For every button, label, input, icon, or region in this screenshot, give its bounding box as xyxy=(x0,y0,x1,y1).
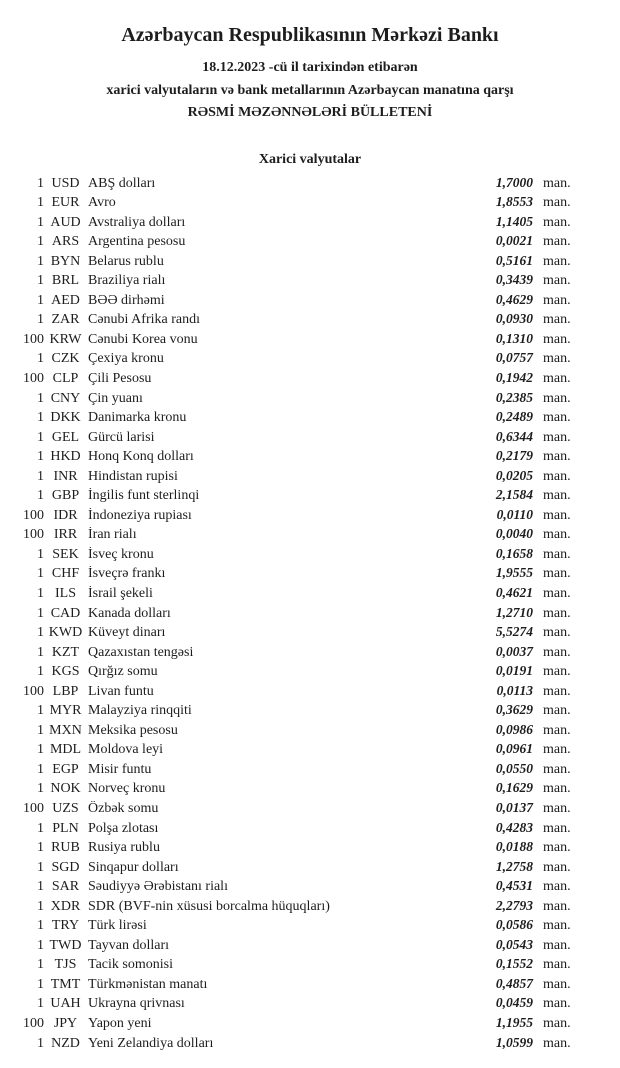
quantity-cell: 1 xyxy=(37,175,44,191)
rate-value-cell: 0,0188 xyxy=(495,839,533,855)
rate-row xyxy=(0,702,620,722)
currency-code-cell: AED xyxy=(51,292,80,308)
unit-label: man. xyxy=(543,195,571,211)
quantity-cell: 1 xyxy=(37,722,44,738)
unit-label: man. xyxy=(543,351,571,367)
rate-value-cell: 0,2179 xyxy=(495,448,533,464)
unit-label: man. xyxy=(543,664,571,680)
quantity-cell: 1 xyxy=(37,292,44,308)
currency-code-cell: KWD xyxy=(48,625,83,641)
currency-name-cell: Çin yuanı xyxy=(88,390,143,406)
currency-code-cell: BRL xyxy=(51,273,80,289)
rate-row xyxy=(0,917,620,937)
unit-label: man. xyxy=(543,507,571,523)
rate-row xyxy=(0,898,620,918)
quantity-cell: 1 xyxy=(37,840,44,856)
currency-code-cell: NOK xyxy=(50,781,81,797)
currency-code-cell: IRR xyxy=(53,527,78,543)
rate-row xyxy=(0,292,620,312)
rate-value-cell: 0,0459 xyxy=(495,995,533,1011)
rate-value-cell: 0,0110 xyxy=(496,506,533,522)
rate-row xyxy=(0,937,620,957)
rate-value-cell: 2,2793 xyxy=(495,897,533,913)
rate-row xyxy=(0,741,620,761)
rate-value-cell: 0,0550 xyxy=(495,760,533,776)
rate-row xyxy=(0,487,620,507)
rate-value-cell: 0,1552 xyxy=(495,956,533,972)
quantity-cell: 1 xyxy=(37,761,44,777)
rate-value-cell: 0,0205 xyxy=(495,467,533,483)
rate-row xyxy=(0,1035,620,1055)
section-title-foreign-currencies: Xarici valyutalar xyxy=(258,151,362,167)
quantity-cell: 1 xyxy=(37,957,44,973)
currency-name-cell: Türk lirəsi xyxy=(88,918,147,934)
rate-row xyxy=(0,429,620,449)
currency-code-cell: USD xyxy=(51,175,80,191)
currency-name-cell: Polşa zlotası xyxy=(88,820,159,836)
unit-label: man. xyxy=(543,585,571,601)
rate-row xyxy=(0,800,620,820)
rate-value-cell: 0,0113 xyxy=(496,682,533,698)
quantity-cell: 1 xyxy=(37,253,44,269)
rate-value-cell: 0,3629 xyxy=(495,702,533,718)
unit-label: man. xyxy=(543,527,571,543)
rate-value-cell: 0,5161 xyxy=(495,252,533,268)
currency-name-cell: Malayziya rinqqiti xyxy=(88,703,192,719)
unit-label: man. xyxy=(543,722,571,738)
rate-row xyxy=(0,878,620,898)
unit-label: man. xyxy=(543,214,571,230)
currency-name-cell: Gürcü larisi xyxy=(88,429,155,445)
currency-name-cell: Braziliya rialı xyxy=(88,273,166,289)
currency-code-cell: TRY xyxy=(51,918,80,934)
rate-row xyxy=(0,350,620,370)
unit-label: man. xyxy=(543,742,571,758)
quantity-cell: 1 xyxy=(37,1035,44,1051)
currency-code-cell: ILS xyxy=(55,585,76,601)
rate-row xyxy=(0,448,620,468)
quantity-cell: 1 xyxy=(37,351,44,367)
rate-value-cell: 1,2758 xyxy=(495,858,533,874)
effective-date-line: 18.12.2023 -cü il tarixindən etibarən xyxy=(202,60,418,75)
quantity-cell: 1 xyxy=(37,625,44,641)
currency-name-cell: Hindistan rupisi xyxy=(88,468,178,484)
rate-value-cell: 0,4621 xyxy=(495,584,533,600)
unit-label: man. xyxy=(543,683,571,699)
rate-value-cell: 0,6344 xyxy=(495,428,533,444)
rate-value-cell: 0,4531 xyxy=(495,878,533,894)
currency-name-cell: Küveyt dinarı xyxy=(88,625,166,641)
rate-value-cell: 0,0586 xyxy=(495,917,533,933)
quantity-cell: 1 xyxy=(37,859,44,875)
unit-label: man. xyxy=(543,820,571,836)
currency-name-cell: ABŞ dolları xyxy=(88,175,156,191)
currency-name-cell: Argentina pesosu xyxy=(88,234,186,250)
quantity-cell: 1 xyxy=(37,410,44,426)
rate-value-cell: 0,4629 xyxy=(495,291,533,307)
unit-label: man. xyxy=(543,996,571,1012)
rate-value-cell: 0,2385 xyxy=(495,389,533,405)
rate-row xyxy=(0,565,620,585)
currency-name-cell: Səudiyyə Ərəbistanı rialı xyxy=(88,879,228,895)
quantity-cell: 1 xyxy=(37,742,44,758)
unit-label: man. xyxy=(543,625,571,641)
quantity-cell: 1 xyxy=(37,703,44,719)
currency-code-cell: HKD xyxy=(50,449,81,465)
rate-value-cell: 1,1405 xyxy=(495,213,533,229)
currency-name-cell: İsrail şekeli xyxy=(88,585,153,601)
rate-row xyxy=(0,859,620,879)
quantity-cell: 100 xyxy=(23,527,44,543)
unit-label: man. xyxy=(543,840,571,856)
quantity-cell: 100 xyxy=(23,683,44,699)
rate-value-cell: 1,0599 xyxy=(495,1034,533,1050)
rate-value-cell: 0,1310 xyxy=(495,330,533,346)
quantity-cell: 1 xyxy=(37,937,44,953)
currency-name-cell: Cənubi Korea vonu xyxy=(88,331,198,347)
currency-code-cell: CNY xyxy=(50,390,81,406)
currency-name-cell: İsveç kronu xyxy=(88,546,154,562)
currency-name-cell: Rusiya rublu xyxy=(88,840,160,856)
unit-label: man. xyxy=(543,253,571,269)
unit-label: man. xyxy=(543,605,571,621)
currency-name-cell: Kanada dolları xyxy=(88,605,171,621)
rate-row xyxy=(0,956,620,976)
rate-value-cell: 0,3439 xyxy=(495,272,533,288)
unit-label: man. xyxy=(543,1035,571,1051)
quantity-cell: 100 xyxy=(23,507,44,523)
unit-label: man. xyxy=(543,644,571,660)
currency-name-cell: Qırğız somu xyxy=(88,664,158,680)
currency-code-cell: CAD xyxy=(50,605,81,621)
rate-row xyxy=(0,370,620,390)
rate-row xyxy=(0,311,620,331)
rate-value-cell: 0,0543 xyxy=(495,936,533,952)
quantity-cell: 1 xyxy=(37,449,44,465)
quantity-cell: 100 xyxy=(23,1016,44,1032)
quantity-cell: 1 xyxy=(37,566,44,582)
unit-label: man. xyxy=(543,918,571,934)
rate-row xyxy=(0,331,620,351)
quantity-cell: 1 xyxy=(37,468,44,484)
unit-label: man. xyxy=(543,879,571,895)
rate-value-cell: 0,0040 xyxy=(495,526,533,542)
currency-code-cell: GBP xyxy=(51,488,80,504)
currency-name-cell: İsveçrə frankı xyxy=(88,566,166,582)
unit-label: man. xyxy=(543,175,571,191)
currency-code-cell: NZD xyxy=(51,1035,80,1051)
quantity-cell: 1 xyxy=(37,664,44,680)
currency-code-cell: MXN xyxy=(49,722,82,738)
rate-row xyxy=(0,663,620,683)
quantity-cell: 1 xyxy=(37,898,44,914)
currency-code-cell: LBP xyxy=(52,683,79,699)
currency-code-cell: GEL xyxy=(51,429,80,445)
quantity-cell: 1 xyxy=(37,390,44,406)
rate-value-cell: 0,1942 xyxy=(495,369,533,385)
unit-label: man. xyxy=(543,761,571,777)
quantity-cell: 1 xyxy=(37,214,44,230)
quantity-cell: 1 xyxy=(37,879,44,895)
unit-label: man. xyxy=(543,488,571,504)
quantity-cell: 1 xyxy=(37,781,44,797)
rate-row xyxy=(0,409,620,429)
unit-label: man. xyxy=(543,937,571,953)
currency-code-cell: TMT xyxy=(50,976,81,992)
currency-code-cell: JPY xyxy=(53,1016,78,1032)
currency-code-cell: SAR xyxy=(51,879,80,895)
quantity-cell: 1 xyxy=(37,605,44,621)
rate-row xyxy=(0,526,620,546)
rate-row xyxy=(0,839,620,859)
rate-value-cell: 0,0191 xyxy=(495,663,533,679)
currency-name-cell: Danimarka kronu xyxy=(88,410,187,426)
unit-label: man. xyxy=(543,410,571,426)
currency-code-cell: SEK xyxy=(52,546,79,562)
subtitle-line: xarici valyutaların və bank metallarının Azərbaycan manatına qarşı xyxy=(106,82,514,98)
quantity-cell: 1 xyxy=(37,273,44,289)
quantity-cell: 1 xyxy=(37,195,44,211)
bank-title: Azərbaycan Respublikasının Mərkəzi Bankı xyxy=(121,24,499,46)
quantity-cell: 100 xyxy=(23,331,44,347)
rate-row xyxy=(0,722,620,742)
currency-code-cell: BYN xyxy=(50,253,81,269)
currency-code-cell: RUB xyxy=(51,840,80,856)
rate-value-cell: 1,7000 xyxy=(495,174,533,190)
rate-value-cell: 5,5274 xyxy=(495,624,533,640)
rate-row xyxy=(0,253,620,273)
currency-code-cell: CZK xyxy=(51,351,80,367)
currency-code-cell: INR xyxy=(53,468,78,484)
currency-code-cell: ARS xyxy=(51,234,80,250)
quantity-cell: 1 xyxy=(37,312,44,328)
currency-code-cell: KRW xyxy=(49,331,82,347)
quantity-cell: 1 xyxy=(37,918,44,934)
currency-code-cell: MDL xyxy=(49,742,82,758)
unit-label: man. xyxy=(543,566,571,582)
rate-row xyxy=(0,644,620,664)
rate-row xyxy=(0,233,620,253)
currency-code-cell: EGP xyxy=(52,761,79,777)
rate-value-cell: 0,0961 xyxy=(495,741,533,757)
rate-row xyxy=(0,624,620,644)
currency-name-cell: Norveç kronu xyxy=(88,781,166,797)
unit-label: man. xyxy=(543,859,571,875)
unit-label: man. xyxy=(543,468,571,484)
rate-row xyxy=(0,194,620,214)
rate-row xyxy=(0,214,620,234)
rates-table xyxy=(0,175,620,1055)
unit-label: man. xyxy=(543,957,571,973)
currency-name-cell: Çili Pesosu xyxy=(88,370,152,386)
rate-row xyxy=(0,507,620,527)
unit-label: man. xyxy=(543,331,571,347)
rate-value-cell: 1,9555 xyxy=(495,565,533,581)
rate-value-cell: 0,4283 xyxy=(495,819,533,835)
rate-row xyxy=(0,1015,620,1035)
rate-row xyxy=(0,820,620,840)
rate-value-cell: 0,1629 xyxy=(495,780,533,796)
currency-name-cell: Türkmənistan manatı xyxy=(88,976,208,992)
unit-label: man. xyxy=(543,312,571,328)
currency-name-cell: Avro xyxy=(88,195,116,211)
unit-label: man. xyxy=(543,429,571,445)
rate-value-cell: 0,2489 xyxy=(495,409,533,425)
unit-label: man. xyxy=(543,449,571,465)
rate-value-cell: 1,2710 xyxy=(495,604,533,620)
rate-value-cell: 0,0021 xyxy=(495,233,533,249)
unit-label: man. xyxy=(543,801,571,816)
quantity-cell: 1 xyxy=(37,488,44,504)
currency-name-cell: İndoneziya rupiası xyxy=(88,507,192,523)
currency-name-cell: Honq Konq dolları xyxy=(88,449,194,465)
currency-name-cell: Avstraliya dolları xyxy=(88,214,186,230)
unit-label: man. xyxy=(543,292,571,308)
currency-name-cell: İngilis funt sterlinqi xyxy=(88,488,200,504)
rate-value-cell: 0,4857 xyxy=(495,975,533,991)
unit-label: man. xyxy=(543,781,571,797)
unit-label: man. xyxy=(543,703,571,719)
currency-code-cell: DKK xyxy=(50,410,81,426)
currency-name-cell: Meksika pesosu xyxy=(88,722,178,738)
currency-code-cell: XDR xyxy=(50,898,81,914)
quantity-cell: 1 xyxy=(37,820,44,836)
rate-row xyxy=(0,761,620,781)
currency-name-cell: Sinqapur dolları xyxy=(88,859,179,875)
currency-code-cell: CHF xyxy=(51,566,80,582)
rate-row xyxy=(0,976,620,996)
quantity-cell: 1 xyxy=(37,976,44,992)
currency-name-cell: İran rialı xyxy=(88,527,137,543)
unit-label: man. xyxy=(543,976,571,992)
rate-value-cell: 2,1584 xyxy=(495,487,533,503)
currency-code-cell: TJS xyxy=(54,957,77,973)
currency-code-cell: TWD xyxy=(49,937,82,953)
currency-name-cell: Çexiya kronu xyxy=(88,351,164,367)
currency-code-cell: KZT xyxy=(51,644,80,660)
currency-code-cell: UAH xyxy=(50,996,81,1012)
quantity-cell: 1 xyxy=(37,429,44,445)
currency-name-cell: BƏƏ dirhəmi xyxy=(88,292,165,308)
currency-name-cell: Tayvan dolları xyxy=(88,937,170,953)
currency-code-cell: IDR xyxy=(53,507,78,523)
quantity-cell: 1 xyxy=(37,585,44,601)
rate-value-cell: 0,0986 xyxy=(495,721,533,737)
currency-code-cell: SGD xyxy=(51,859,80,875)
rate-value-cell: 0,0137 xyxy=(495,800,533,815)
rate-value-cell: 0,0037 xyxy=(495,643,533,659)
unit-label: man. xyxy=(543,546,571,562)
currency-code-cell: ZAR xyxy=(51,312,80,328)
quantity-cell: 100 xyxy=(23,370,44,386)
currency-code-cell: CLP xyxy=(52,370,79,386)
quantity-cell: 1 xyxy=(37,644,44,660)
rate-row xyxy=(0,683,620,703)
rate-value-cell: 0,0930 xyxy=(495,311,533,327)
currency-name-cell: Livan funtu xyxy=(88,683,154,699)
currency-code-cell: UZS xyxy=(52,801,79,816)
quantity-cell: 100 xyxy=(23,801,44,816)
bulletin-title-line: RƏSMİ MƏZƏNNƏLƏRİ BÜLLETENİ xyxy=(187,105,433,120)
currency-code-cell: MYR xyxy=(49,703,82,719)
currency-name-cell: Belarus rublu xyxy=(88,253,164,269)
rate-row xyxy=(0,605,620,625)
unit-label: man. xyxy=(543,273,571,289)
currency-name-cell: Qazaxıstan tengəsi xyxy=(88,644,194,660)
unit-label: man. xyxy=(543,390,571,406)
rate-row xyxy=(0,175,620,195)
rate-value-cell: 0,1658 xyxy=(495,545,533,561)
currency-name-cell: Moldova leyi xyxy=(88,742,164,758)
unit-label: man. xyxy=(543,370,571,386)
currency-name-cell: Cənubi Afrika randı xyxy=(88,312,200,328)
currency-code-cell: AUD xyxy=(50,214,81,230)
quantity-cell: 1 xyxy=(37,996,44,1012)
currency-name-cell: Yapon yeni xyxy=(88,1016,152,1032)
currency-name-cell: Özbək somu xyxy=(88,801,159,816)
unit-label: man. xyxy=(543,234,571,250)
rate-value-cell: 0,0757 xyxy=(495,350,533,366)
rate-row xyxy=(0,780,620,800)
rate-row xyxy=(0,390,620,410)
rate-row xyxy=(0,995,620,1015)
currency-name-cell: Ukrayna qrivnası xyxy=(88,996,185,1012)
rate-value-cell: 1,1955 xyxy=(495,1015,533,1031)
quantity-cell: 1 xyxy=(37,546,44,562)
currency-code-cell: PLN xyxy=(52,820,79,836)
quantity-cell: 1 xyxy=(37,234,44,250)
currency-code-cell: KGS xyxy=(51,664,80,680)
unit-label: man. xyxy=(543,1016,571,1032)
rate-row xyxy=(0,585,620,605)
currency-name-cell: Misir funtu xyxy=(88,761,152,777)
unit-label: man. xyxy=(543,898,571,914)
currency-name-cell: Tacik somonisi xyxy=(88,957,173,973)
rate-row xyxy=(0,546,620,566)
rate-row xyxy=(0,272,620,292)
currency-name-cell: Yeni Zelandiya dolları xyxy=(88,1035,214,1051)
rate-row xyxy=(0,468,620,488)
rate-value-cell: 1,8553 xyxy=(495,194,533,210)
currency-code-cell: EUR xyxy=(51,195,80,211)
currency-name-cell: SDR (BVF-nin xüsusi borcalma hüquqları) xyxy=(88,898,330,914)
